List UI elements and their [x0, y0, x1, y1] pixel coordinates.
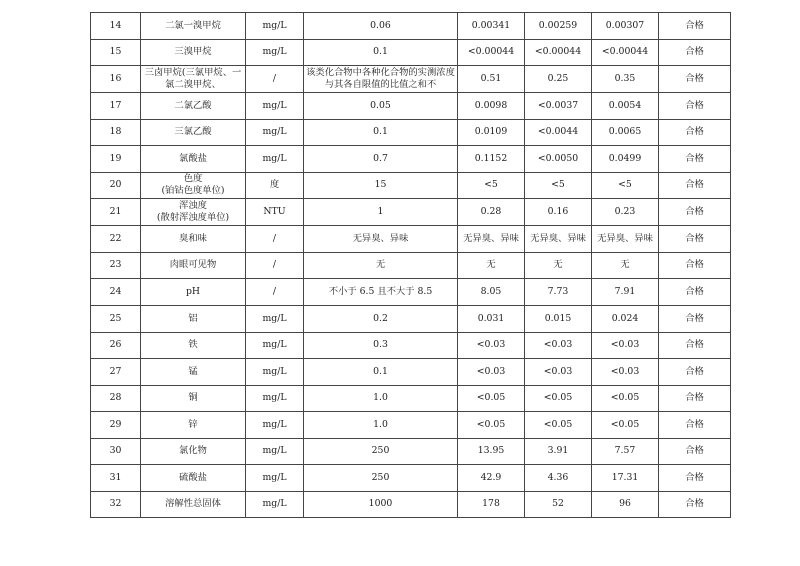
result-1-cell: <0.00044: [458, 39, 525, 66]
result-1-cell: 178: [458, 491, 525, 518]
result-2-cell: 0.25: [525, 66, 592, 93]
result-1-cell: 8.05: [458, 279, 525, 306]
result-2-cell: 7.73: [525, 279, 592, 306]
limit-value-cell: 250: [304, 438, 458, 465]
item-name-cell: 肉眼可见物: [141, 252, 246, 279]
item-name-cell: 二氯一溴甲烷: [141, 13, 246, 40]
row-number-cell: 29: [91, 412, 141, 439]
unit-cell: mg/L: [246, 385, 304, 412]
limit-value-cell: 1000: [304, 491, 458, 518]
result-3-cell: <5: [592, 172, 659, 199]
item-name-cell: 浑浊度 (散射浑浊度单位): [141, 199, 246, 226]
result-1-cell: 0.51: [458, 66, 525, 93]
result-1-cell: <0.03: [458, 332, 525, 359]
limit-value-cell: 1.0: [304, 385, 458, 412]
limit-value-cell: 15: [304, 172, 458, 199]
row-number-cell: 17: [91, 93, 141, 120]
limit-value-cell: 无异臭、异味: [304, 226, 458, 253]
result-2-cell: <0.0044: [525, 119, 592, 146]
unit-cell: mg/L: [246, 39, 304, 66]
limit-value-cell: 0.1: [304, 39, 458, 66]
row-number-cell: 19: [91, 146, 141, 173]
row-number-cell: 22: [91, 226, 141, 253]
result-1-cell: <0.05: [458, 385, 525, 412]
result-3-cell: <0.03: [592, 359, 659, 386]
verdict-cell: 合格: [659, 146, 731, 173]
table-row: [91, 279, 731, 306]
row-number-cell: 15: [91, 39, 141, 66]
result-1-cell: 0.0098: [458, 93, 525, 120]
table-row: [91, 119, 731, 146]
row-number-cell: 16: [91, 66, 141, 93]
item-name-cell: 溶解性总固体: [141, 491, 246, 518]
table-row: [91, 332, 731, 359]
verdict-cell: 合格: [659, 252, 731, 279]
unit-cell: mg/L: [246, 465, 304, 492]
table-row: [91, 199, 731, 226]
result-2-cell: 0.16: [525, 199, 592, 226]
result-3-cell: 0.0065: [592, 119, 659, 146]
result-1-cell: 42.9: [458, 465, 525, 492]
unit-cell: mg/L: [246, 146, 304, 173]
unit-cell: mg/L: [246, 306, 304, 333]
verdict-cell: 合格: [659, 93, 731, 120]
result-1-cell: 0.0109: [458, 119, 525, 146]
unit-cell: /: [246, 252, 304, 279]
result-1-cell: <0.03: [458, 359, 525, 386]
table-row: [91, 93, 731, 120]
item-name-cell: 氯酸盐: [141, 146, 246, 173]
item-name-cell: 铁: [141, 332, 246, 359]
limit-value-cell: 0.05: [304, 93, 458, 120]
result-3-cell: 0.024: [592, 306, 659, 333]
verdict-cell: 合格: [659, 491, 731, 518]
verdict-cell: 合格: [659, 172, 731, 199]
result-3-cell: <0.03: [592, 332, 659, 359]
result-1-cell: 无: [458, 252, 525, 279]
result-2-cell: <0.0037: [525, 93, 592, 120]
verdict-cell: 合格: [659, 332, 731, 359]
item-name-cell: 铜: [141, 385, 246, 412]
verdict-cell: 合格: [659, 359, 731, 386]
verdict-cell: 合格: [659, 39, 731, 66]
table-row: [91, 412, 731, 439]
result-2-cell: 无异臭、异味: [525, 226, 592, 253]
result-2-cell: <0.0050: [525, 146, 592, 173]
unit-cell: /: [246, 279, 304, 306]
result-2-cell: 3.91: [525, 438, 592, 465]
row-number-cell: 25: [91, 306, 141, 333]
verdict-cell: 合格: [659, 465, 731, 492]
item-name-cell: 铝: [141, 306, 246, 333]
item-name-cell: 三卤甲烷(三氯甲烷、一氯二溴甲烷、: [141, 66, 246, 93]
limit-value-cell: 0.2: [304, 306, 458, 333]
result-1-cell: <0.05: [458, 412, 525, 439]
unit-cell: mg/L: [246, 438, 304, 465]
unit-cell: 度: [246, 172, 304, 199]
unit-cell: mg/L: [246, 359, 304, 386]
item-name-cell: 三溴甲烷: [141, 39, 246, 66]
result-2-cell: <0.03: [525, 359, 592, 386]
limit-value-cell: 0.06: [304, 13, 458, 40]
verdict-cell: 合格: [659, 226, 731, 253]
unit-cell: NTU: [246, 199, 304, 226]
table-row: [91, 359, 731, 386]
table-body: [91, 13, 731, 518]
table-row: [91, 306, 731, 333]
result-3-cell: 无: [592, 252, 659, 279]
item-name-cell: 硫酸盐: [141, 465, 246, 492]
item-name-cell: 二氯乙酸: [141, 93, 246, 120]
row-number-cell: 20: [91, 172, 141, 199]
table-row: [91, 491, 731, 518]
table-row: [91, 252, 731, 279]
result-3-cell: 7.57: [592, 438, 659, 465]
row-number-cell: 32: [91, 491, 141, 518]
result-3-cell: 96: [592, 491, 659, 518]
item-name-cell: 锌: [141, 412, 246, 439]
limit-value-cell: 0.3: [304, 332, 458, 359]
result-2-cell: <0.05: [525, 412, 592, 439]
result-1-cell: 0.031: [458, 306, 525, 333]
limit-value-cell: 0.7: [304, 146, 458, 173]
verdict-cell: 合格: [659, 385, 731, 412]
limit-value-cell: 该类化合物中各种化合物的实测浓度与其各自限值的比值之和不: [304, 66, 458, 93]
water-quality-results-table: [90, 12, 731, 518]
table-row: [91, 385, 731, 412]
result-3-cell: 0.23: [592, 199, 659, 226]
result-1-cell: 无异臭、异味: [458, 226, 525, 253]
limit-value-cell: 0.1: [304, 359, 458, 386]
limit-value-cell: 0.1: [304, 119, 458, 146]
item-name-cell: 色度 (铂钴色度单位): [141, 172, 246, 199]
row-number-cell: 14: [91, 13, 141, 40]
result-3-cell: 7.91: [592, 279, 659, 306]
result-1-cell: 13.95: [458, 438, 525, 465]
result-3-cell: 17.31: [592, 465, 659, 492]
table-row: [91, 66, 731, 93]
result-3-cell: 0.35: [592, 66, 659, 93]
verdict-cell: 合格: [659, 66, 731, 93]
unit-cell: mg/L: [246, 13, 304, 40]
verdict-cell: 合格: [659, 306, 731, 333]
table-row: [91, 226, 731, 253]
result-3-cell: 无异臭、异味: [592, 226, 659, 253]
table-row: [91, 13, 731, 40]
result-3-cell: <0.05: [592, 412, 659, 439]
result-2-cell: 无: [525, 252, 592, 279]
result-3-cell: 0.0499: [592, 146, 659, 173]
unit-cell: /: [246, 66, 304, 93]
table-row: [91, 172, 731, 199]
result-2-cell: <5: [525, 172, 592, 199]
result-2-cell: <0.05: [525, 385, 592, 412]
row-number-cell: 23: [91, 252, 141, 279]
limit-value-cell: 1: [304, 199, 458, 226]
result-2-cell: 52: [525, 491, 592, 518]
unit-cell: mg/L: [246, 491, 304, 518]
limit-value-cell: 250: [304, 465, 458, 492]
result-1-cell: 0.1152: [458, 146, 525, 173]
result-2-cell: 4.36: [525, 465, 592, 492]
limit-value-cell: 1.0: [304, 412, 458, 439]
table-row: [91, 39, 731, 66]
result-3-cell: <0.00044: [592, 39, 659, 66]
item-name-cell: 臭和味: [141, 226, 246, 253]
result-2-cell: 0.015: [525, 306, 592, 333]
item-name-cell: pH: [141, 279, 246, 306]
result-1-cell: 0.00341: [458, 13, 525, 40]
result-1-cell: <5: [458, 172, 525, 199]
verdict-cell: 合格: [659, 279, 731, 306]
item-name-cell: 三氯乙酸: [141, 119, 246, 146]
row-number-cell: 28: [91, 385, 141, 412]
unit-cell: mg/L: [246, 93, 304, 120]
limit-value-cell: 不小于 6.5 且不大于 8.5: [304, 279, 458, 306]
result-3-cell: 0.00307: [592, 13, 659, 40]
table-row: [91, 146, 731, 173]
verdict-cell: 合格: [659, 199, 731, 226]
verdict-cell: 合格: [659, 119, 731, 146]
unit-cell: /: [246, 226, 304, 253]
unit-cell: mg/L: [246, 332, 304, 359]
row-number-cell: 21: [91, 199, 141, 226]
table-row: [91, 438, 731, 465]
row-number-cell: 30: [91, 438, 141, 465]
result-2-cell: <0.03: [525, 332, 592, 359]
unit-cell: mg/L: [246, 412, 304, 439]
item-name-cell: 锰: [141, 359, 246, 386]
verdict-cell: 合格: [659, 13, 731, 40]
result-2-cell: <0.00044: [525, 39, 592, 66]
item-name-cell: 氯化物: [141, 438, 246, 465]
result-3-cell: 0.0054: [592, 93, 659, 120]
row-number-cell: 31: [91, 465, 141, 492]
verdict-cell: 合格: [659, 412, 731, 439]
row-number-cell: 18: [91, 119, 141, 146]
limit-value-cell: 无: [304, 252, 458, 279]
result-2-cell: 0.00259: [525, 13, 592, 40]
verdict-cell: 合格: [659, 438, 731, 465]
unit-cell: mg/L: [246, 119, 304, 146]
result-1-cell: 0.28: [458, 199, 525, 226]
row-number-cell: 27: [91, 359, 141, 386]
row-number-cell: 26: [91, 332, 141, 359]
row-number-cell: 24: [91, 279, 141, 306]
result-3-cell: <0.05: [592, 385, 659, 412]
table-row: [91, 465, 731, 492]
